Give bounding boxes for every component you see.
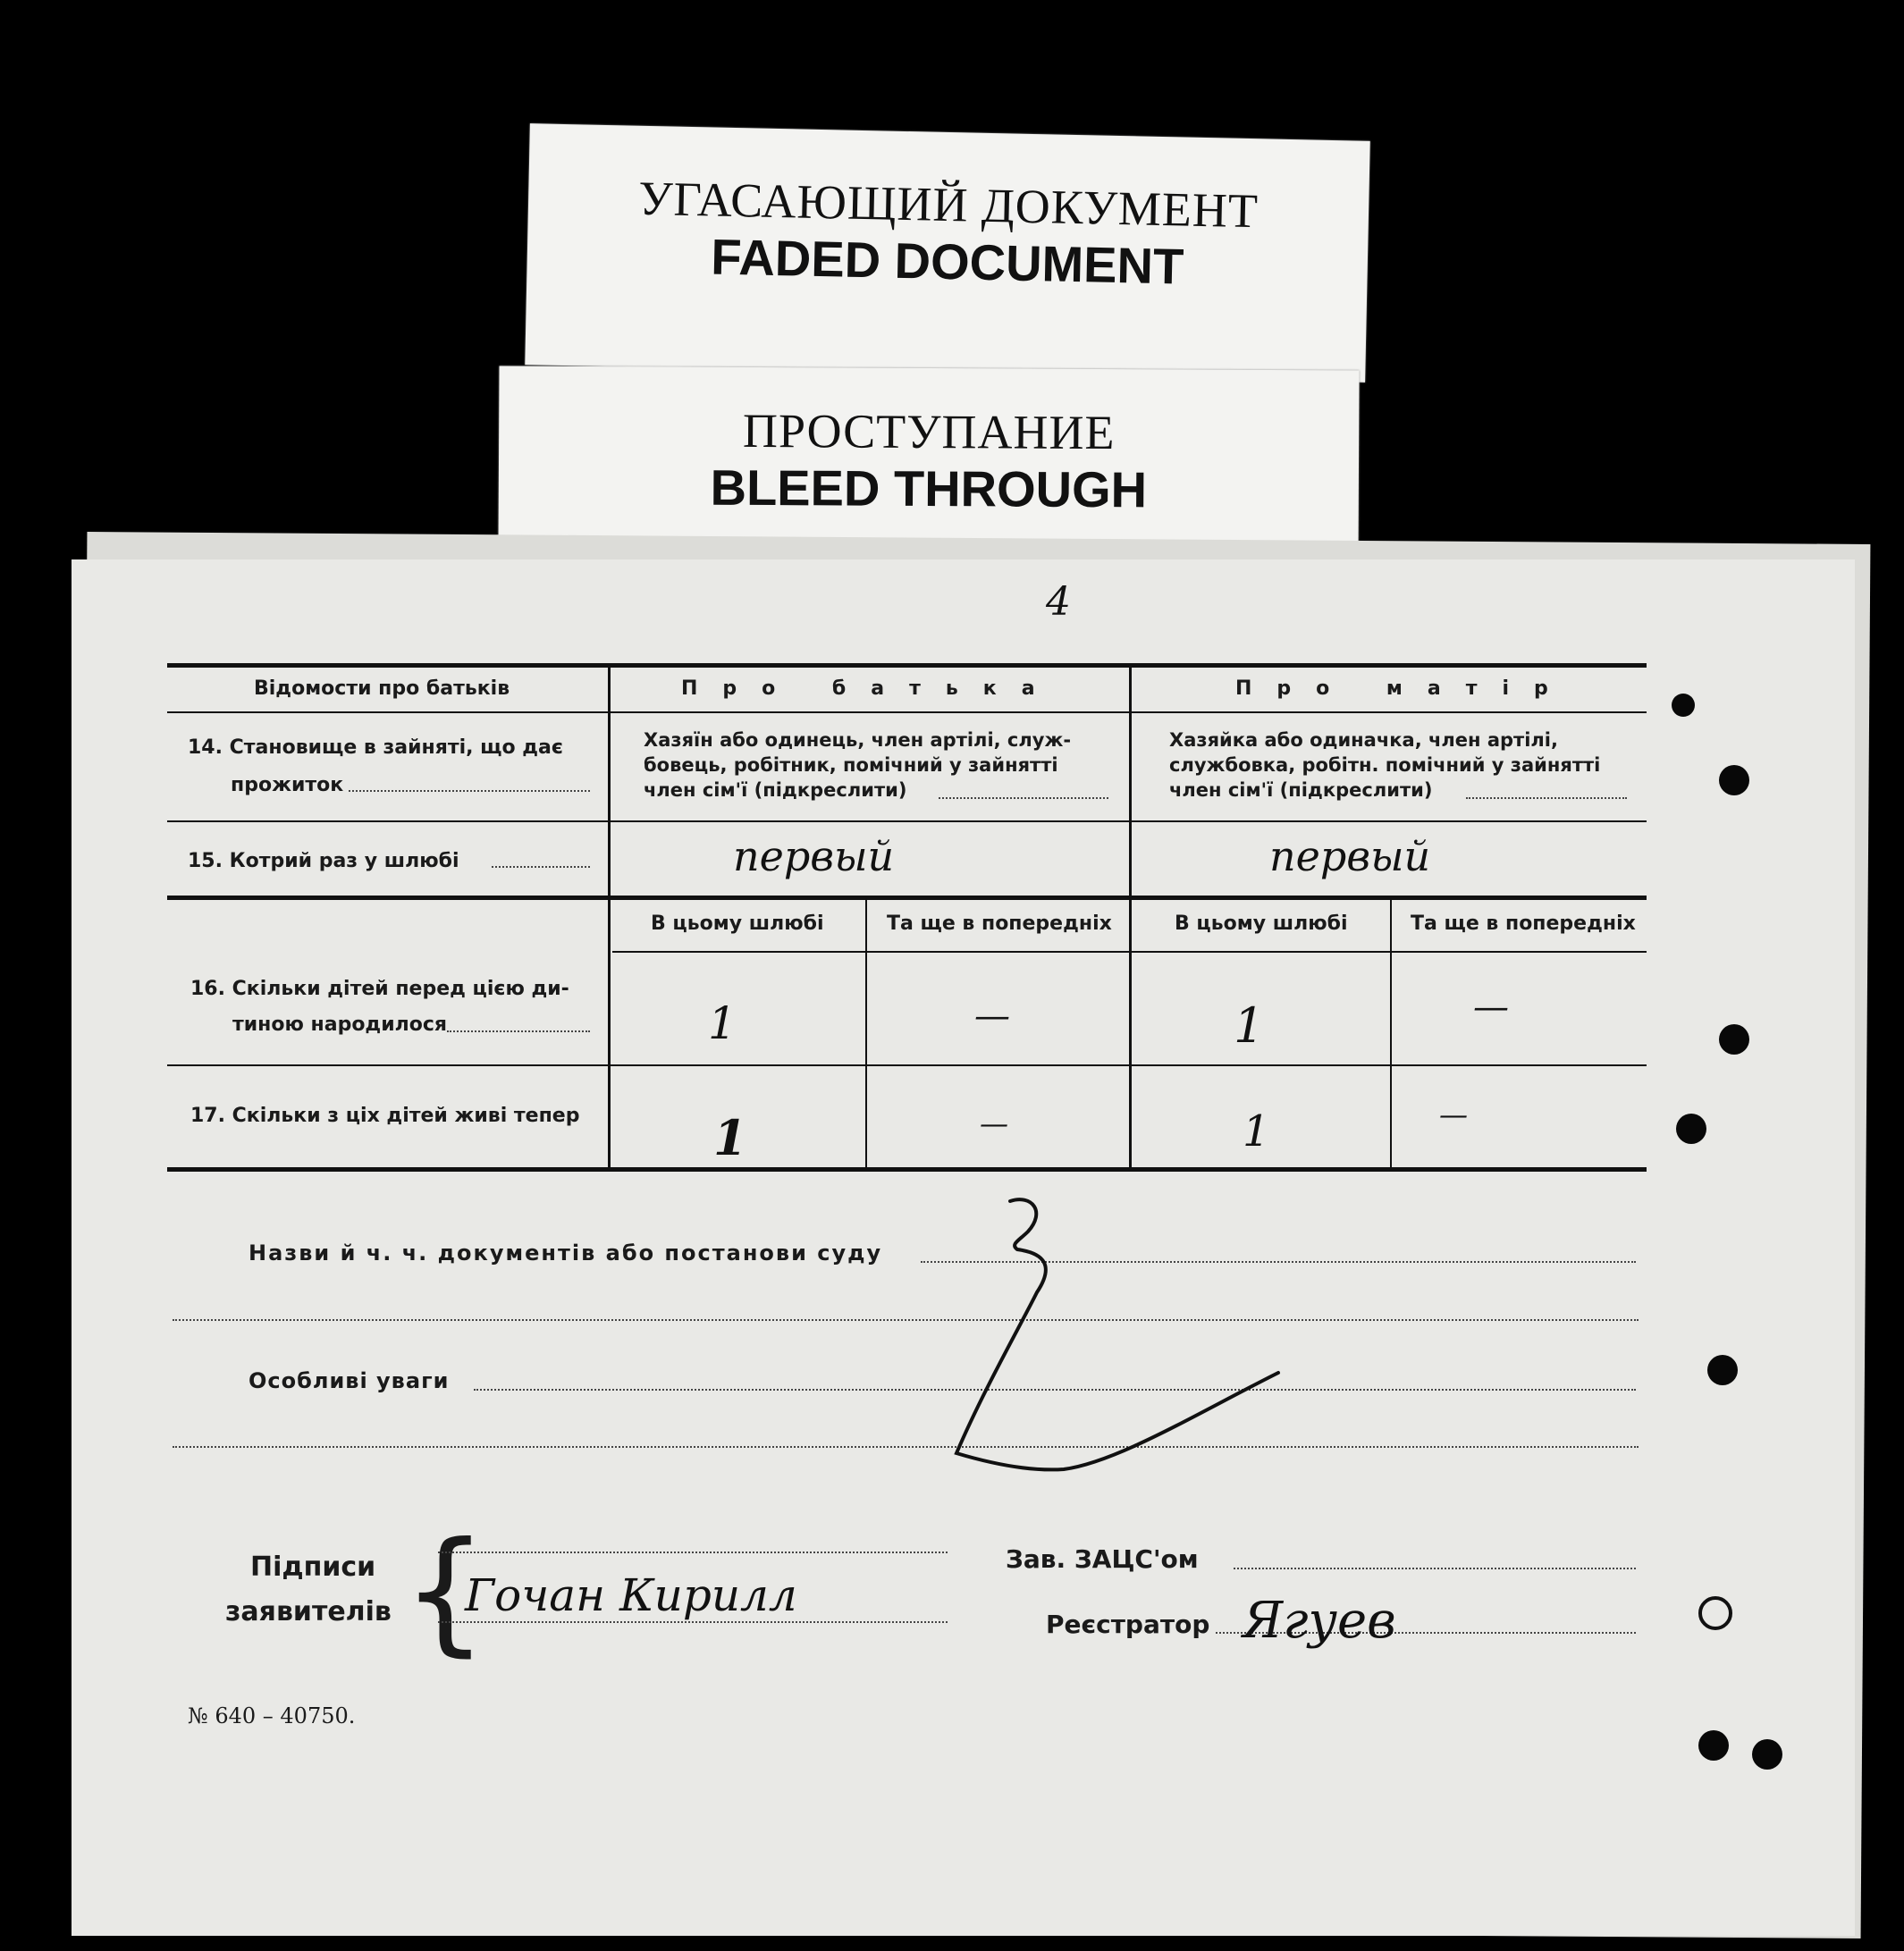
faded-document-slip <box>525 123 1369 383</box>
row16-rule <box>167 1064 1647 1066</box>
binding-hole-6 <box>1698 1596 1732 1630</box>
row17-father-prev: — <box>980 1106 1008 1140</box>
row17-label: 17. Скільки з ціх дітей живі тепер <box>190 1105 580 1127</box>
row17-father-this: 1 <box>713 1109 747 1166</box>
row16-label-1: 16. Скільки дітей перед цією ди- <box>190 978 569 1000</box>
row17-mother-this: 1 <box>1243 1106 1270 1156</box>
row17-mother-prev: — <box>1439 1097 1468 1131</box>
row16-father-this: 1 <box>708 997 737 1049</box>
head-line <box>1234 1568 1636 1569</box>
head-label: Зав. ЗАЦС'ом <box>1006 1544 1199 1574</box>
binding-hole-2 <box>1719 765 1749 795</box>
row14-leader <box>349 790 590 792</box>
row14-father-leader <box>939 797 1108 799</box>
header-rule <box>167 711 1647 713</box>
signature-line-1 <box>438 1552 948 1553</box>
bleed-through-slip <box>498 366 1359 562</box>
header-mother: Про матір <box>1235 677 1573 700</box>
row14-father-2: бовець, робітник, помічний у зайнятті <box>644 754 1058 776</box>
header-parents: Відомости про батьків <box>254 677 510 700</box>
row15-leader <box>492 866 590 868</box>
signature-brace: { <box>402 1514 488 1669</box>
row15-father-value: первый <box>733 832 895 880</box>
row14-father-3: член сім'ї (підкреслити) <box>644 779 907 801</box>
binding-hole-3 <box>1719 1024 1749 1055</box>
documents-line-2 <box>173 1319 1639 1321</box>
col-divider-mother <box>1390 900 1392 1168</box>
signature-line-2 <box>438 1621 948 1623</box>
row14-mother-3: член сім'ї (підкреслити) <box>1169 779 1433 801</box>
row14-mother-1: Хазяйка або одиначка, член артілі, <box>1169 729 1558 751</box>
remarks-line-2 <box>173 1446 1639 1448</box>
row16-mother-this: 1 <box>1234 997 1265 1054</box>
bleed-slip-russian: ПРОСТУПАНИЕ <box>742 403 1116 460</box>
binding-hole-7 <box>1698 1730 1729 1761</box>
table-top-rule <box>167 663 1647 668</box>
col-divider-2 <box>1129 668 1132 1168</box>
z-mark-text: Z <box>36 278 46 295</box>
registrar-signature: Ягуев <box>1243 1592 1396 1650</box>
faded-slip-russian: УГАСАЮЩИЙ ДОКУМЕНТ <box>637 171 1260 239</box>
col-divider-1 <box>608 668 611 1168</box>
signatures-label-2: заявителів <box>225 1596 392 1627</box>
row15-rule <box>167 896 1647 900</box>
row14-label-1: 14. Становище в зайняті, що дає <box>188 736 563 759</box>
row16-label-2: тиною народилося <box>232 1013 448 1036</box>
table-bottom-rule <box>167 1167 1647 1172</box>
row15-mother-value: первый <box>1269 832 1431 880</box>
subheader-mother-prev: Та ще в попередніх <box>1411 912 1636 935</box>
col-divider-father <box>865 900 867 1168</box>
documents-label: Назви й ч. ч. документів або постанови суду <box>249 1240 883 1266</box>
binding-hole-1 <box>1672 694 1695 717</box>
subheader-father-this: В цьому шлюбі <box>651 912 824 935</box>
signatures-label-1: Підписи <box>250 1552 376 1583</box>
header-father: Про батька <box>681 677 1060 700</box>
subheader-father-prev: Та ще в попередніх <box>887 912 1112 935</box>
row14-mother-leader <box>1466 797 1627 799</box>
remarks-label: Особливі уваги <box>249 1368 450 1393</box>
row14-rule <box>167 820 1647 822</box>
bleed-slip-english: BLEED THROUGH <box>710 458 1148 518</box>
form-number: № 640 – 40750. <box>188 1703 356 1728</box>
row14-label-2: прожиток <box>231 774 344 796</box>
row16-father-prev: — <box>974 996 1010 1037</box>
faded-slip-english: FADED DOCUMENT <box>710 228 1184 295</box>
row16-leader <box>447 1030 590 1032</box>
row16-mother-prev: — <box>1473 987 1509 1028</box>
row15-label: 15. Котрий раз у шлюбі <box>188 850 459 872</box>
applicants-signature: Гочан Кирилл <box>465 1569 797 1621</box>
row14-mother-2: службовка, робітн. помічний у зайнятті <box>1169 754 1601 776</box>
registrar-label: Реєстратор <box>1046 1610 1210 1639</box>
binding-hole-5 <box>1707 1355 1738 1385</box>
page-mark: 4 <box>1046 579 1071 625</box>
binding-hole-8 <box>1752 1739 1782 1770</box>
binding-hole-4 <box>1676 1114 1706 1144</box>
row14-father-1: Хазяїн або одинець, член артілі, служ- <box>644 729 1072 751</box>
subheader-mother-this: В цьому шлюбі <box>1175 912 1348 935</box>
